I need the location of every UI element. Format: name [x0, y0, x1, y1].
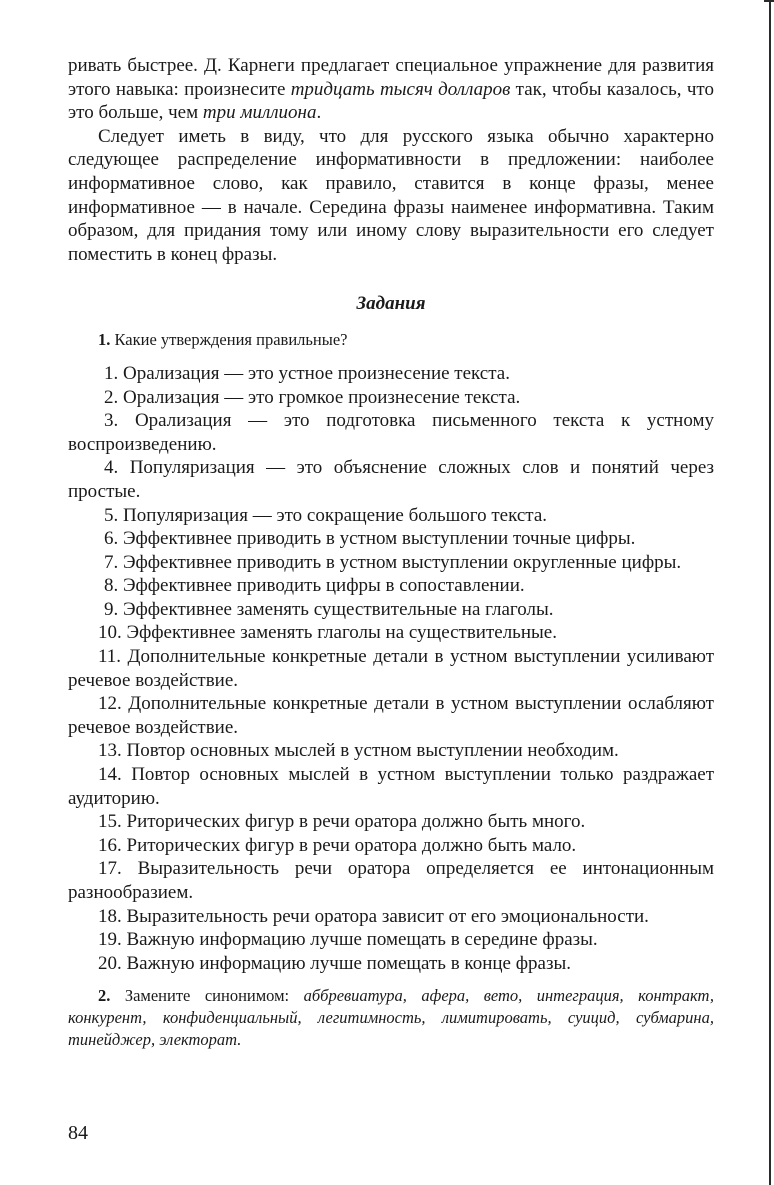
task-2-lead: Замените синонимом:: [124, 986, 304, 1006]
statement-item: 1. Орализация — это устное произнесение текста.: [104, 362, 510, 384]
statement-item: 8. Эффективнее приводить цифры в сопоставлении.: [104, 575, 525, 597]
task-2-number: 2.: [98, 986, 111, 1006]
statement-item: 9. Эффективнее заменять существительные на глаголы.: [104, 598, 554, 620]
task-1-question-text: Какие утверждения правильные?: [114, 329, 348, 349]
page-edge-corner: [764, 0, 774, 2]
statement-item: 2. Орализация — это громкое произнесение текста.: [104, 386, 521, 408]
intro-paragraph-1: [68, 54, 714, 125]
task-1-number: 1.: [98, 329, 111, 349]
statement-item: 7. Эффективнее приводить в устном выступлении округленные цифры.: [104, 551, 682, 573]
statement-item: 10. Эффективнее заменять глаголы на существительные.: [98, 622, 557, 644]
statement-item: 17. Выразительность речи оратора определяется ее интонационным разнообразием.: [68, 858, 714, 903]
intro-text: .: [316, 102, 322, 124]
task-2-words: аббревиатура, афера, вето, интеграция, контракт, конкурент, конфиденциальный, легитимность, лимитировать, суицид, субмарина, тинейджер, электорат.: [68, 986, 714, 1050]
statement-item: 20. Важную информацию лучше помещать в конце фразы.: [98, 952, 571, 974]
task-2: [68, 985, 714, 1051]
task-1-statements: [68, 362, 714, 975]
statement-item: 11. Дополнительные конкретные детали в устном выступлении усиливают речевое воздействие.: [68, 646, 714, 691]
statement-item: 18. Выразительность речи оратора зависит от его эмоциональности.: [98, 905, 649, 927]
intro-text: так, чтобы казалось, что это больше, чем: [68, 78, 714, 124]
statement-item: 19. Важную информацию лучше помещать в середине фразы.: [98, 929, 598, 951]
intro-text: ривать быстрее. Д. Карнеги предлагает специальное упражнение для развития этого навыка: произнесите: [68, 55, 714, 100]
section-title: Задания: [356, 293, 426, 315]
statement-item: 3. Орализация — это подготовка письменного текста к устному воспроизведению.: [68, 410, 714, 455]
statement-item: 15. Риторических фигур в речи оратора должно быть много.: [98, 811, 586, 833]
intro-paragraph-2: Следует иметь в виду, что для русского языка обычно характерно следующее распределение информативности в предложении: наиболее информативное слово, как правило, ставится в конце фразы, менее информативное — в начале. Середина фразы наименее информативна. Таким образом, для придания тому или иному слову выразительности его следует поместить в конец фразы.: [68, 125, 714, 265]
statement-item: 12. Дополнительные конкретные детали в устном выступлении ослабляют речевое воздействие.: [68, 693, 714, 738]
statement-item: 4. Популяризация — это объяснение сложных слов и понятий через простые.: [68, 457, 714, 502]
task-1-question: [68, 329, 714, 351]
page-number: 84: [68, 1122, 88, 1144]
intro-emphasis: тридцать тысяч долларов: [290, 78, 511, 100]
statement-item: 14. Повтор основных мыслей в устном выступлении только раздражает аудиторию.: [68, 764, 714, 809]
page-body: [68, 54, 714, 1051]
intro-emphasis: три миллиона: [202, 102, 317, 124]
statement-item: 6. Эффективнее приводить в устном выступлении точные цифры.: [104, 528, 636, 550]
statement-item: 13. Повтор основных мыслей в устном выступлении необходим.: [98, 740, 619, 762]
page-edge-line: [769, 0, 771, 1185]
statement-item: 16. Риторических фигур в речи оратора должно быть мало.: [98, 834, 577, 856]
statement-item: 5. Популяризация — это сокращение большого текста.: [104, 504, 548, 526]
